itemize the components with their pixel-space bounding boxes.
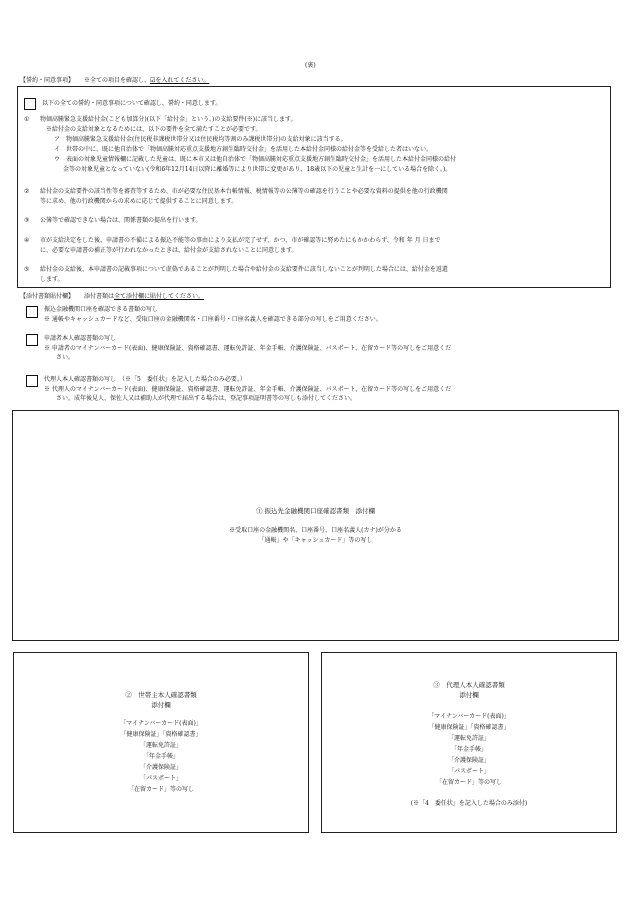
householder-id-doc-1: 「マイナンバーカード(表面)」 <box>120 720 202 727</box>
pledge-item-5-line-1: 給付金の支給後、本申請書の記載事項について虚偽であることが判明した場合や給付金の支給要件に該当しないことが判明した場合には、給付金を返還 <box>40 266 448 273</box>
pledge-item-3-num: ③ <box>24 217 30 224</box>
pledge-item-2-line-1: 給付金の支給要件の該当性等を審査等するため、市が必要な住民基本台帳情報、税情報等の公簿等の確認を行うことや必要な資料の提供を他の行政機関 <box>40 188 448 195</box>
agent-id-doc-7: 「在留カード」等の写し <box>435 779 502 786</box>
householder-id-doc-7: 「在留カード」等の写し <box>127 786 194 793</box>
attach-bank-checkbox[interactable] <box>26 306 38 318</box>
pledge-item-1-line-1: 物価高騰緊急支援給付金(こども加算分)(以下「給付金」という。)の支給要件(※)に該当します。 <box>40 116 297 123</box>
pledge-item-1-line-3: ア 物価高騰緊急支援給付金(住民税非課税世帯分又は住民税均等割のみ課税世帯分)の支給対象に該当する。 <box>54 136 347 143</box>
attach-instruction-prefix: 添付書類は <box>83 293 114 300</box>
pledge-instruction: ※全ての項目を確認し、 <box>83 77 150 84</box>
pledge-item-1-num: ① <box>24 116 30 123</box>
agent-id-doc-3: 「運転免許証」 <box>447 735 490 742</box>
attach-instruction-underline: 全て添付欄に貼付してください。 <box>113 293 204 300</box>
pledge-item-3-line-1: 公簿等で確認できない場合は、関係書類の提出を行います。 <box>40 217 202 224</box>
agent-id-doc-1: 「マイナンバーカード(表面)」 <box>428 713 510 720</box>
attach-agent-id-note: ※ 代理人のマイナンバーカード(表面)、健康保険証、資格確認書、運転免許証、年金手帳、介護保険証、パスポート、在留カード等の写しをご用意くだ <box>44 386 452 393</box>
pledge-item-2-line-2: 等に求め、他の行政機関からの求めに応じて提供することに同意します。 <box>40 198 238 205</box>
pledge-item-2-num: ② <box>24 188 30 195</box>
attach-title-text: 【添付書類貼付欄】 <box>20 293 75 300</box>
bank-doc-attach-note-2: 「通帳」や「キャッシュカード」等の写し <box>258 537 373 544</box>
attach-applicant-id-label: 申請者本人確認書類の写し <box>44 335 117 342</box>
householder-id-subtitle: 添付欄 <box>151 701 171 709</box>
agent-id-doc-5: 「介護保険証」 <box>447 757 490 764</box>
attach-bank-label: 振込金融機関口座を確認できる書類の写し <box>44 306 159 313</box>
attach-bank-note: ※ 通帳やキャッシュカードなど、受取口座の金融機関名・口座番号・口座名義人を確認できる部分の写しをご用意ください。 <box>44 316 382 323</box>
householder-id-doc-3: 「運転免許証」 <box>139 742 182 749</box>
agent-id-doc-4: 「年金手帳」 <box>450 746 487 753</box>
attach-applicant-id-note: ※ 申請者のマイナンバーカード(表面)、健康保険証、資格確認書、運転免許証、年金手帳、介護保険証、パスポート、在留カード等の写しをご用意くだ <box>44 345 452 352</box>
pledge-instruction-check: ☑を入れてください。 <box>149 77 210 84</box>
bank-doc-attach-title: ① 振込先金融機関口座確認書類 添付欄 <box>255 507 376 515</box>
pledge-title-text: 【誓約・同意事項】 <box>20 77 75 84</box>
pledge-item-1-line-2: ※給付金の支給対象となるためには、以下の要件を全て満たすことが必要です。 <box>46 126 262 133</box>
pledge-item-5-num: ⑤ <box>24 266 30 273</box>
householder-id-doc-4: 「年金手帳」 <box>142 753 179 760</box>
attach-agent-id-label: 代理人本人確認書類の写し （※「5 委任状」を記入した場合のみ必要。） <box>44 376 246 383</box>
attach-agent-id-note-2: さい。成年後見人、保佐人又は補助人が代理で届出する場合は、登記事項証明書等の写しも添付してください。 <box>56 395 357 402</box>
householder-id-title: ② 世帯主本人確認書類 <box>125 691 197 699</box>
pledge-item-1-line-6: 金等の対象児童となっていない(令和6年12月14日以降に離婚等により世帯に変更があり、18歳以下の児童と生計を一にしている場合を除く。)。 <box>63 166 452 173</box>
bank-doc-attach-note-1: ※受取口座の金融機関名、口座番号、口座名義人(カナ)が分かる <box>229 527 402 534</box>
pledge-title <box>20 76 209 85</box>
householder-id-doc-6: 「パスポート」 <box>139 775 182 782</box>
page-side-label: (裏) <box>305 62 316 69</box>
householder-id-doc-5: 「介護保険証」 <box>139 764 182 771</box>
attach-applicant-id-note-2: さい。 <box>56 354 75 361</box>
pledge-confirm-label: 以下の全ての誓約・同意事項について確認し、誓約・同意します。 <box>42 100 222 107</box>
attach-applicant-id-checkbox[interactable] <box>26 334 38 346</box>
agent-id-doc-6: 「パスポート」 <box>447 768 490 775</box>
agent-id-title: ③ 代理人本人確認書類 <box>433 681 505 689</box>
agent-id-doc-2: 「健康保険証」「資格確認書」 <box>428 724 510 731</box>
agent-id-note: (※「4 委任状」を記入した場合のみ添付) <box>410 800 528 807</box>
pledge-all-checkbox[interactable] <box>24 98 36 110</box>
pledge-item-5-line-2: します。 <box>40 276 64 283</box>
pledge-item-4-line-2: に、必要な申請書の補正等が行われなかったときは、給付金が支給されないことに同意します。 <box>40 247 298 254</box>
pledge-item-4-line-1: 市が支給決定をした後、申請書の不備による振込不能等の事由により支払が完了せず、かつ、市が確認等に努めたにもかかわらず、令和 年 月 日まで <box>40 237 441 244</box>
attach-agent-id-checkbox[interactable] <box>26 375 38 387</box>
pledge-item-1-line-4: イ 世帯の中に、既に他自治体で「物価高騰対応重点支援地方創生臨時交付金」を活用した本給付金同様の給付金等を受給した者はいない。 <box>54 146 433 153</box>
pledge-item-4-num: ④ <box>24 237 30 244</box>
pledge-item-1-line-5: ウ 表面の対象児童情報欄に記載した児童は、既に本市又は他自治体で「物価高騰対応重点支援地方創生臨時交付金」を活用した本給付金同様の給付 <box>54 156 457 163</box>
householder-id-doc-2: 「健康保険証」「資格確認書」 <box>120 731 202 738</box>
attach-title <box>20 292 204 301</box>
agent-id-subtitle: 添付欄 <box>459 691 479 699</box>
